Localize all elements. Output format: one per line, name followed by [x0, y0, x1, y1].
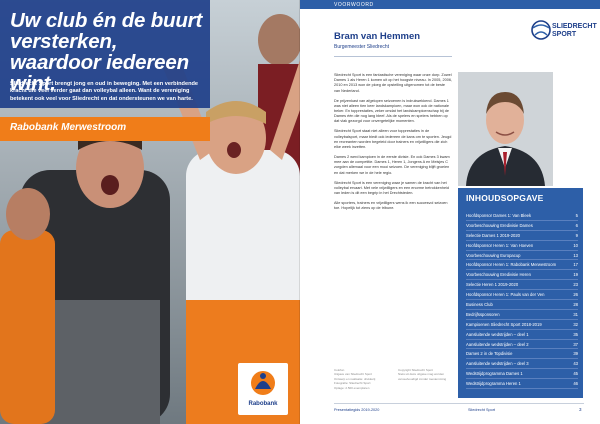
toc-entry-label: Voorbeschouwing Eredivisie Dames: [466, 222, 533, 228]
toc-entry-label: Aansluitende wedstrijden – deel 3: [466, 361, 529, 367]
toc-entry-page: 32: [573, 321, 578, 327]
toc-entry[interactable]: [466, 340, 578, 350]
toc-entry[interactable]: [466, 300, 578, 310]
toc-entry-page: 45: [573, 371, 578, 377]
toc-entry-label: Business Club: [466, 301, 493, 307]
author-role: Burgemeester Sliedrecht: [334, 44, 390, 50]
toc-entry-label: Selectie Heren 1 2019-2020: [466, 282, 519, 288]
toc-entry-page: 17: [573, 262, 578, 268]
footer-divider: [334, 403, 584, 404]
footer-publication: Presentatiegids 2019-2020: [334, 408, 380, 412]
toc-entry-page: 9: [575, 232, 578, 238]
foreword-page: [300, 0, 600, 424]
rabobank-logo: [238, 363, 288, 415]
toc-entry[interactable]: [466, 251, 578, 261]
paragraph: Alle sporters, trainers en vrijwilligers wens ik een succesvol seizoen toe. Hopelijk tot ziens op de tribune.: [334, 201, 448, 211]
volleybal-emblem-icon: [530, 17, 552, 45]
toc-entry[interactable]: [466, 310, 578, 320]
colophon: Colofon Uitgave van Sliedrecht Sport Ontwerp en realisatie: drukkerij Fotografie: Sliedrecht Sport Oplage: 2.500 exemplaren: [334, 368, 376, 390]
ad-headline: Uw club én de buurt versterken, waardoor iedereen wint.: [10, 9, 203, 95]
toc-entry[interactable]: [466, 241, 578, 251]
toc-entry-label: Hoofdsponsor Heren 1: Rabobank Merwestroom: [466, 262, 557, 268]
toc-entry-label: Dames 2 in de Topdivisie: [466, 351, 513, 357]
toc-entry-page: 5: [575, 212, 578, 218]
toc-title: INHOUDSOPGAVE: [466, 193, 544, 203]
toc-entry[interactable]: [466, 330, 578, 340]
brand-line-2: SPORT: [552, 30, 577, 38]
toc-entry[interactable]: [466, 290, 578, 300]
paragraph: Sliedrecht Sport staat niet alleen voor topprestaties in de volleybalsport, maar biedt ook iedereen de kans om te sporten. Jeugd en recreanten worden begeleid door trainers en vrijwilligers die zich elke week inzetten.: [334, 129, 452, 150]
table-of-contents: [458, 188, 583, 398]
toc-entry-page: 39: [573, 351, 578, 357]
toc-entry[interactable]: [466, 320, 578, 330]
toc-entry-page: 13: [573, 252, 578, 258]
toc-entry-page: 19: [573, 272, 578, 278]
toc-entry[interactable]: [466, 379, 578, 389]
footer-club-name: Sliedrecht Sport: [468, 408, 496, 412]
toc-entry-label: Hoofdsponsor Heren 1: Pauls van der Ven: [466, 292, 545, 298]
toc-entry[interactable]: [466, 260, 578, 270]
sliedrecht-sport-logo: [530, 17, 597, 47]
toc-entry-page: 37: [573, 341, 578, 347]
toc-entry[interactable]: [466, 270, 578, 280]
paragraph: Sliedrecht Sport is een fantastische vereniging waar onze dorp. Zowel Dames 1 als Heren 1 komen uit op het hoogste niveau. In 2005, 2006, 2010 en 2013 won de ploeg de opstelling uitgenomen tot de beste van Nederland.: [334, 73, 452, 93]
toc-entry-page: 35: [573, 331, 578, 337]
toc-entry[interactable]: [466, 359, 578, 369]
toc-entry[interactable]: [466, 369, 578, 379]
toc-entry-page: 26: [573, 292, 578, 298]
toc-entry-label: Wedstrijdprogramma Heren 1: [466, 381, 521, 387]
sponsor-banner-text: Rabobank Merwestroom: [10, 122, 127, 133]
toc-entry-page: 46: [573, 381, 578, 387]
paragraph: De prijzenkast van afgelopen seizoenen is indrukwekkend. Dames 1 was niet alleen tien keer landskampioen, maar won ook de nationale beker. En topprestaties, zeker omdat het landskampioenschap bij de Dames één die nog lang bleef. Als de spelers en spelers hebben op dat vlak gezorgd voor onvergetelijke momenten.: [334, 98, 450, 124]
toc-entry-page: 10: [573, 242, 578, 248]
paragraph: Sliedrecht Sport is een vereniging waar je samen de kracht van het volleybal ervaart. Met vele vrijwilligers en een enorme betrokkenheid van leden is dit een begrip in het Drechtsteden.: [334, 180, 450, 196]
copyright-notice: Copyright Sliedrecht Sport Niets uit deze uitgave mag worden verveelvoudigd zonder toestemming: [398, 368, 447, 381]
toc-entry[interactable]: [466, 280, 578, 290]
toc-entry-page: 23: [573, 282, 578, 288]
toc-entry-page: 28: [573, 301, 578, 307]
toc-entry-label: Bedrijfssponsoren: [466, 311, 500, 317]
mayor-portrait: [458, 72, 553, 186]
toc-entry-label: Aansluitende wedstrijden – deel 2: [466, 341, 529, 347]
paragraph: Dames 2 werd kampioen in de eerste divisie. En ook Dames 3 kwam mee aan de competitie. Dames 1, Heren 1, Jongens A en Meisjes C zorgden allemaal voor een mooi seizoen. De vereniging blijft groeien en dat merken we in de hele regio.: [334, 155, 450, 175]
ad-body-text: Sliedrecht Sport brengt jong en oud in beweging. Met een verbindende kracht die veel verder gaat dan volleybal alleen. Want de vereniging betekent ook veel voor Sliedrecht en dat ondersteunen we van harte.: [10, 81, 199, 102]
title-divider: [334, 56, 452, 57]
rabobank-logo-text: Rabobank: [248, 401, 278, 407]
toc-entry-label: Kampioenen Sliedrecht Sport 2018-2019: [466, 321, 542, 327]
toc-entry-label: Hoofdsponsor Heren 1: Van Hoeven: [466, 242, 534, 248]
toc-entry[interactable]: [466, 231, 578, 241]
toc-entry-label: Voorbeschouwing Eredivisie Heren: [466, 272, 531, 278]
page-number: 3: [579, 407, 582, 412]
foreword-text: [334, 73, 452, 216]
brand-line-1: SLIEDRECHT: [552, 23, 597, 30]
toc-entry-label: Hoofdsponsor Dames 1: Van Bleek: [466, 212, 532, 218]
sponsor-banner: [0, 117, 210, 141]
section-label: VOORWOORD: [334, 1, 374, 8]
toc-entry-page: 31: [573, 311, 578, 317]
toc-list: [466, 211, 578, 389]
toc-entry-label: Wedstrijdprogramma Dames 1: [466, 371, 523, 377]
toc-entry-label: Voorbeschouwing Europacup: [466, 252, 521, 258]
toc-entry[interactable]: [466, 349, 578, 359]
toc-entry-label: Aansluitende wedstrijden – deel 1: [466, 331, 529, 337]
author-name: Bram van Hemmen: [334, 31, 421, 42]
toc-entry-page: 43: [573, 361, 578, 367]
toc-entry-label: Selectie Dames 1 2019-2020: [466, 232, 521, 238]
toc-entry[interactable]: [466, 221, 578, 231]
toc-entry[interactable]: [466, 211, 578, 221]
rabobank-emblem-icon: [238, 363, 288, 401]
portrait-photo: [458, 72, 553, 186]
toc-entry-page: 6: [575, 222, 578, 228]
section-header-bar: [300, 0, 600, 9]
